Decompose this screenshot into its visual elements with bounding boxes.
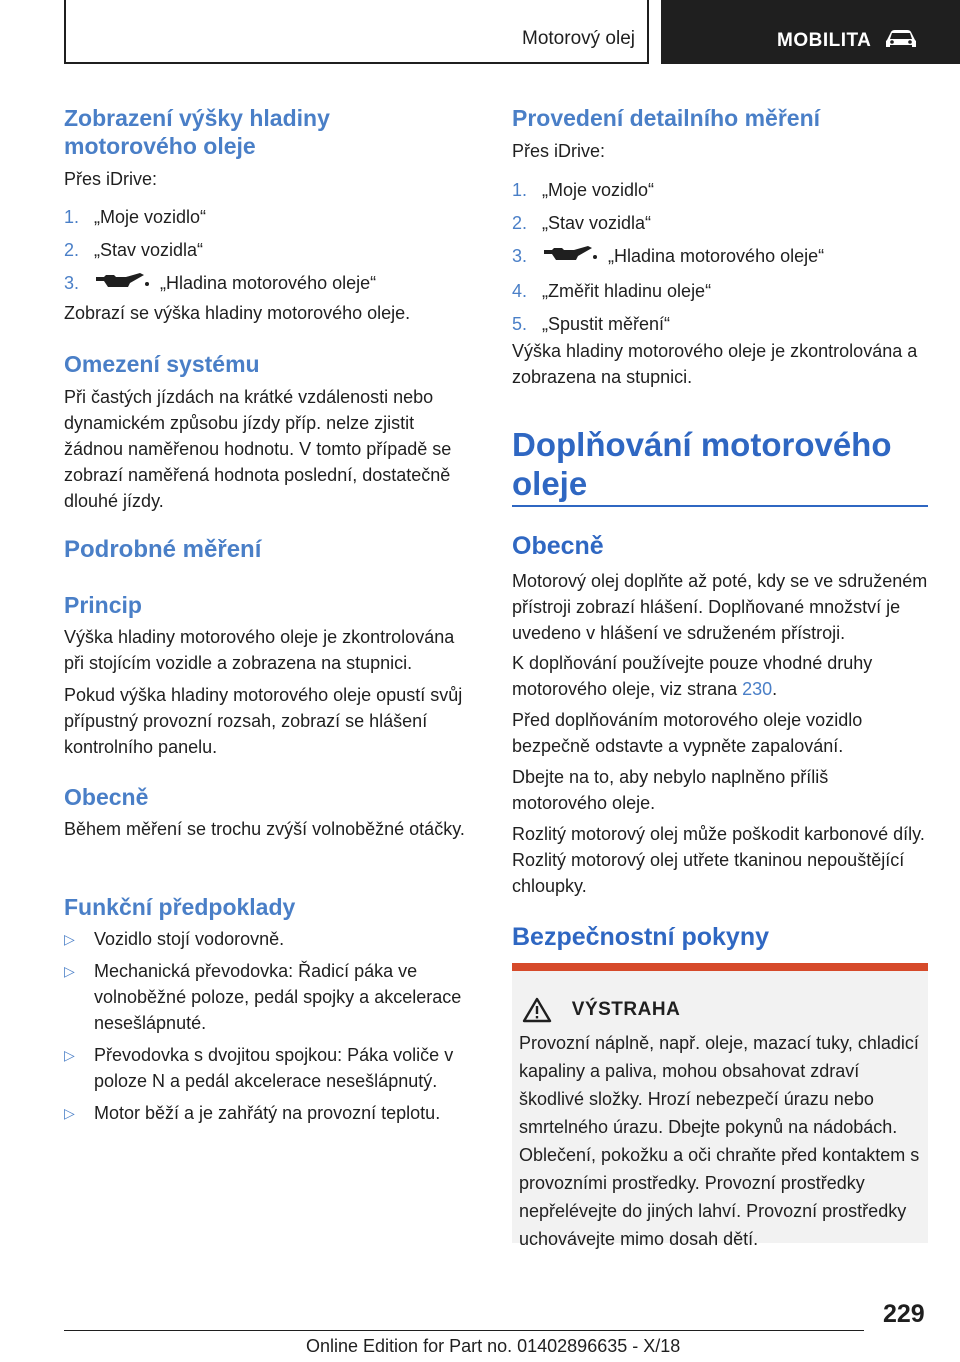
heading-prerequisites: Funkční předpoklady bbox=[64, 894, 296, 920]
warning-text: Provozní náplně, např. oleje, mazací tuky, chladicí kapaliny a paliva, mohou obsahovat zdraví škodlivé složky. Hrozí nebezpečí úrazu nebo smrtelného úrazu. Dbejte pokynů na nádobách. Oblečení, pokožku a oči chraňte před kontaktem s provozními prostředky. Provozní prostředky nepřelévejte do jiných lahví. Provozní prostředky uchovávejte mimo dosah dětí. bbox=[519, 1033, 920, 1249]
car-icon bbox=[883, 28, 919, 55]
header-box bbox=[64, 0, 649, 64]
oil-can-icon bbox=[542, 244, 598, 271]
heading-general: Obecně bbox=[64, 784, 149, 810]
general-paragraph-4: Dbejte na to, aby nebylo naplněno příliš motorového oleje. bbox=[512, 767, 829, 813]
page-number: 229 bbox=[883, 1300, 925, 1328]
footer-edition: Online Edition for Part no. 01402896635 - X/18 bbox=[306, 1336, 681, 1356]
list-item: 5. „Spustit měření“ bbox=[512, 313, 671, 334]
heading-principle: Princip bbox=[64, 592, 142, 618]
general-paragraph-5: Rozlitý motorový olej může poškodit karbonové díly. Rozlitý motorový olej utřete tkaninou nepouštějící chloupky. bbox=[512, 824, 925, 896]
mobility-tab[interactable] bbox=[661, 0, 960, 64]
general-text: Během měření se trochu zvýší volnoběžné otáčky. bbox=[64, 819, 465, 839]
list-item: 2. „Stav vozidla“ bbox=[64, 240, 204, 260]
chapter-divider bbox=[512, 505, 928, 507]
general-paragraph-1: Motorový olej doplňte až poté, kdy se ve sdruženém přístroji zobrazí hlášení. Doplňované množství je uvedeno v hlášení ve sdruženém přístroji. bbox=[512, 571, 928, 643]
tab-label: MOBILITA bbox=[777, 30, 872, 51]
chapter-title: Doplňování motorového oleje bbox=[512, 426, 892, 502]
triangle-bullet-icon: ▷ bbox=[64, 963, 75, 979]
list-item: ▷ Převodovka s dvojitou spojkou: Páka voliče v poloze N a pedál akcelerace nesešlápnutý. bbox=[64, 1042, 476, 1094]
list-item: 3. „Hladina motorového oleje“ bbox=[64, 270, 476, 298]
warning-box bbox=[512, 963, 928, 1249]
list-item: 1. „Moje vozidlo“ bbox=[512, 180, 655, 200]
level-result-text: Zobrazí se výška hladiny motorového oleje. bbox=[64, 303, 411, 323]
warning-header bbox=[522, 997, 680, 1023]
list-item: 2. „Stav vozidla“ bbox=[512, 213, 652, 233]
principle-text-1: Výška hladiny motorového oleje je zkontrolována při stojícím vozidle a zobrazena na stupnici. bbox=[64, 627, 455, 673]
idrive-label: Přes iDrive: bbox=[64, 169, 158, 189]
heading-detailed-measurement: Podrobné měření bbox=[64, 536, 262, 563]
prerequisites-list bbox=[64, 926, 476, 1126]
triangle-bullet-icon: ▷ bbox=[64, 1047, 75, 1063]
list-item: ▷ Vozidlo stojí vodorovně. bbox=[64, 926, 476, 952]
page-link[interactable]: 230 bbox=[742, 679, 773, 699]
triangle-bullet-icon: ▷ bbox=[64, 931, 75, 947]
heading-system-limits: Omezení systému bbox=[64, 351, 260, 377]
list-item: ▷ Motor běží a je zahřátý na provozní teplotu. bbox=[64, 1100, 476, 1126]
idrive-label: Přes iDrive: bbox=[512, 141, 606, 161]
general-paragraph-3: Před doplňováním motorového oleje vozidlo bezpečně odstavte a vypněte zapalování. bbox=[512, 710, 863, 756]
triangle-bullet-icon: ▷ bbox=[64, 1105, 75, 1121]
list-item: 1. „Moje vozidlo“ bbox=[64, 207, 207, 227]
section-title: Motorový olej bbox=[522, 28, 635, 49]
list-item: 4. „Změřit hladinu oleje“ bbox=[512, 280, 712, 301]
oil-can-icon bbox=[94, 271, 150, 298]
limits-text: Při častých jízdách na krátké vzdálenosti nebo dynamickém způsobu jízdy příp. nelze zjistit žádnou naměřenou hodnotu. V tomto případě se zobrazí naměřená hodnota poslední, dostatečně dlouhé jízdy. bbox=[64, 387, 452, 511]
heading-oil-level-display: Zobrazení výšky hladiny motorového oleje bbox=[64, 105, 330, 159]
warning-title: VÝSTRAHA bbox=[571, 999, 681, 1021]
measure-result-text: Výška hladiny motorového oleje je zkontrolována a zobrazena na stupnici. bbox=[512, 341, 918, 387]
heading-safety-notes: Bezpečnostní pokyny bbox=[512, 923, 769, 951]
heading-general-refill: Obecně bbox=[512, 532, 604, 560]
warning-triangle-icon bbox=[522, 999, 572, 1020]
steps-list-1 bbox=[64, 204, 476, 298]
general-paragraph-2: K doplňování používejte pouze vhodné druhy motorového oleje, viz strana 230. bbox=[512, 653, 873, 699]
heading-perform-detailed-measurement: Provedení detailního měření bbox=[512, 105, 821, 131]
list-item: 3. „Hladina motorového oleje“ bbox=[512, 243, 928, 271]
principle-text-2: Pokud výška hladiny motorového oleje opustí svůj přípustný provozní rozsah, zobrazí se hlášení kontrolního panelu. bbox=[64, 685, 463, 757]
steps-list-2 bbox=[512, 177, 928, 337]
list-item: ▷ Mechanická převodovka: Řadicí páka ve volnoběžné poloze, pedál spojky a akcelerace nesešlápnuté. bbox=[64, 958, 476, 1036]
footer-divider bbox=[64, 1330, 864, 1331]
